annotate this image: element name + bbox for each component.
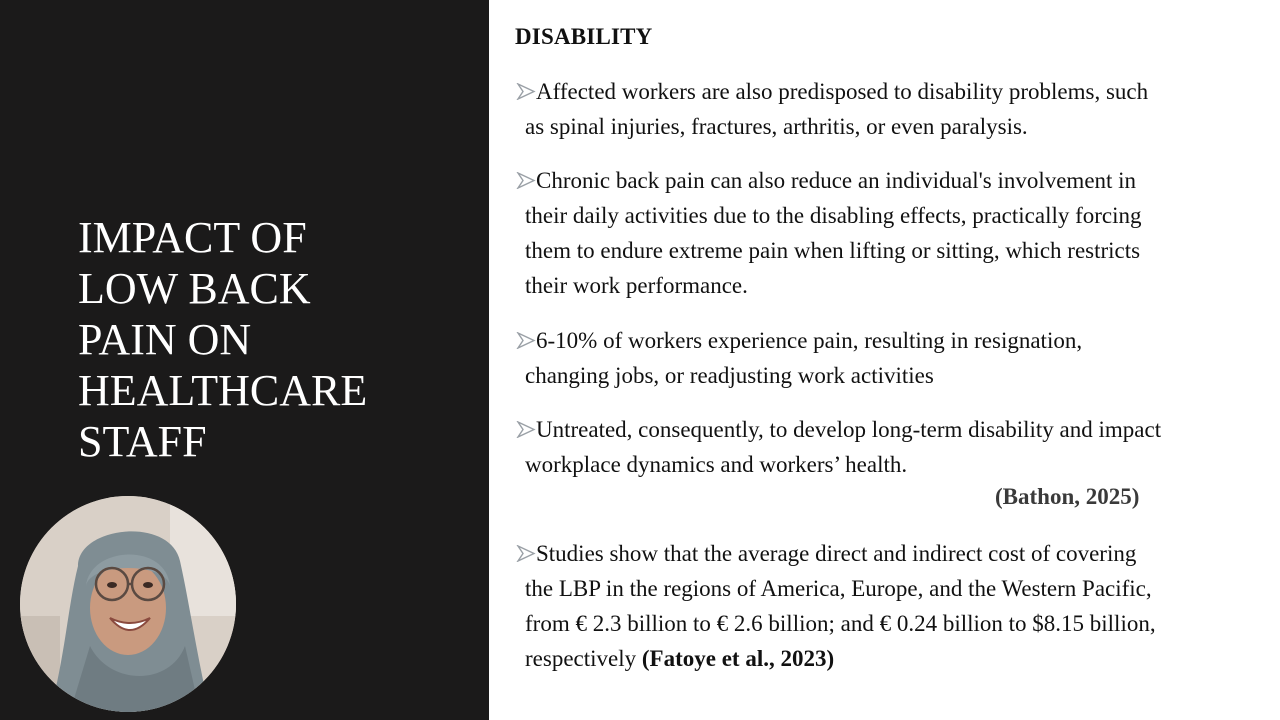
bullet-line: changing jobs, or readjusting work activities: [525, 363, 934, 388]
arrowhead-bullet-icon: [516, 172, 536, 189]
presenter-avatar: [20, 496, 236, 712]
content-panel: [489, 0, 1280, 720]
arrowhead-bullet-icon: [516, 332, 536, 349]
bullet-line: 6-10% of workers experience pain, resulting in resignation,: [516, 323, 1276, 358]
bullet-line: the LBP in the regions of America, Europe, and the Western Pacific,: [525, 576, 1152, 601]
bullet-line: Studies show that the average direct and indirect cost of covering: [516, 536, 1276, 571]
bullet-line: Affected workers are also predisposed to disability problems, such: [516, 74, 1276, 109]
bullet-item: [516, 74, 1276, 144]
citation-bathon: (Bathon, 2025): [995, 484, 1140, 509]
bullet-line: their daily activities due to the disabling effects, practically forcing: [525, 203, 1142, 228]
title-line: LOW BACK: [78, 264, 311, 313]
title-panel: [0, 0, 489, 720]
bullet-line: them to endure extreme pain when lifting or sitting, which restricts: [525, 238, 1141, 263]
arrowhead-bullet-icon: [516, 421, 536, 438]
citation-fatoye: (Fatoye et al., 2023): [641, 646, 835, 671]
title-line: IMPACT OF: [78, 213, 307, 262]
bullet-line: their work performance.: [525, 273, 748, 298]
section-heading: DISABILITY: [515, 24, 653, 49]
title-line: HEALTHCARE: [78, 366, 368, 415]
bullet-item: [516, 412, 1276, 482]
slide-title: [78, 212, 478, 467]
bullet-line: as spinal injuries, fractures, arthritis, or even paralysis.: [525, 114, 1028, 139]
bullet-item: [516, 163, 1276, 303]
presenter-webcam: [20, 496, 236, 712]
arrowhead-bullet-icon: [516, 83, 536, 100]
bullet-line: Untreated, consequently, to develop long-term disability and impact: [516, 412, 1276, 447]
bullet-line: respectively (Fatoye et al., 2023): [525, 646, 835, 671]
bullet-line: Chronic back pain can also reduce an individual's involvement in: [516, 163, 1276, 198]
bullet-line: workplace dynamics and workers’ health.: [525, 452, 908, 477]
bullet-item: [516, 323, 1276, 393]
arrowhead-bullet-icon: [516, 545, 536, 562]
title-line: STAFF: [78, 417, 207, 466]
bullet-line: from € 2.3 billion to € 2.6 billion; and € 0.24 billion to $8.15 billion,: [525, 611, 1156, 636]
title-line: PAIN ON: [78, 315, 252, 364]
bullet-item: [516, 536, 1276, 676]
